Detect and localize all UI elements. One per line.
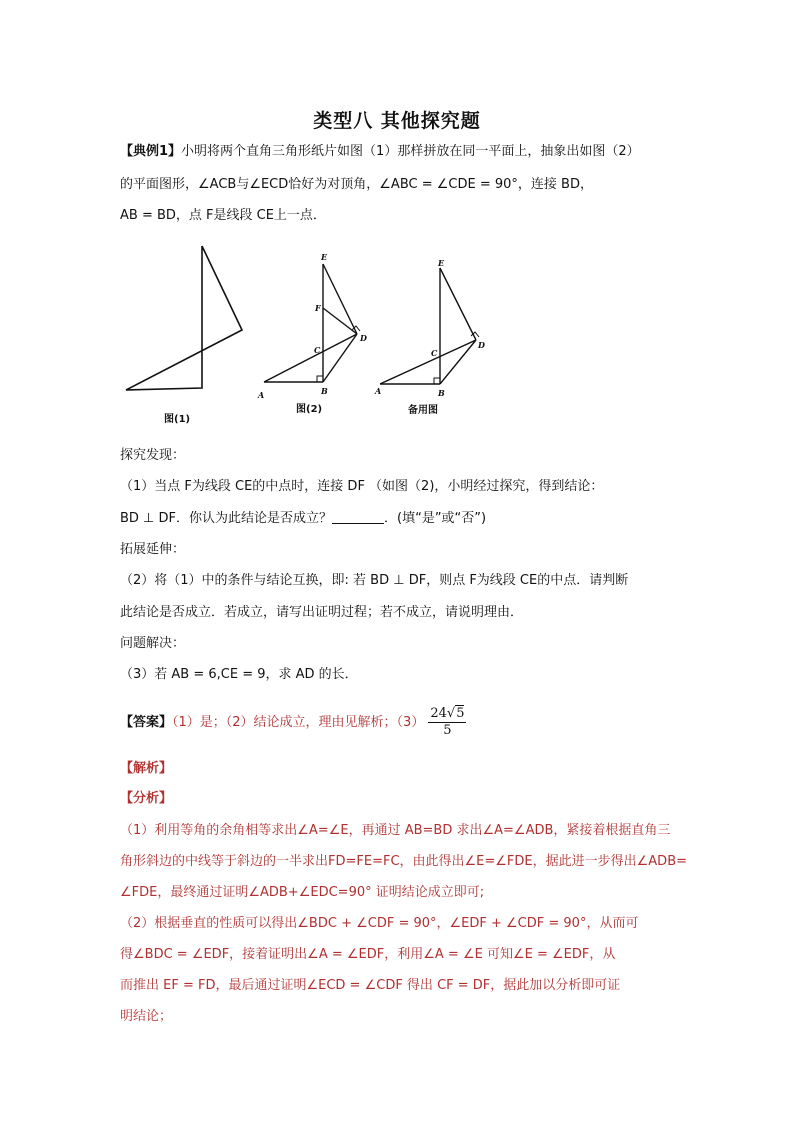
figure-2-segment-FD <box>323 308 357 334</box>
figure-3-right-angle-B <box>434 378 440 384</box>
example-line-1 <box>120 143 680 161</box>
figure-2 <box>264 264 360 382</box>
figure-3-label-C: C <box>431 348 438 358</box>
section-heading-extend: 拓展延伸： <box>120 542 186 557</box>
analysis-line-4: （2）根据垂直的性质可以得出∠BDC + ∠CDF = 90°，∠EDF + ∠CDF = 90°，从而可 <box>120 916 639 931</box>
example-line-2: 的平面图形，∠ACB与∠ECD恰好为对顶角，∠ABC = ∠CDE = 90°，连接 BD， <box>120 177 593 192</box>
figure-1 <box>126 246 242 390</box>
figure-3-caption: 备用图 <box>408 405 438 416</box>
figure-2-right-angle-B <box>317 376 323 382</box>
answer-text: （1）是；（2）结论成立，理由见解析；（3） <box>172 715 425 730</box>
figure-2-segment-BD <box>323 334 357 382</box>
answer-blank <box>332 511 384 524</box>
figure-3-label-A: A <box>375 386 382 396</box>
question-1-statement: BD ⊥ DF．你认为此结论是否成立？ <box>120 511 333 526</box>
figure-3-segment-BD <box>440 340 476 384</box>
analysis-line-2: 角形斜边的中线等于斜边的一半求出FD=FE=FC，由此得出∠E=∠FDE，据此进一步得出∠ADB= <box>120 854 688 869</box>
answer-fraction <box>428 706 466 739</box>
figure-2-label-B: B <box>321 386 328 396</box>
analysis-line-5: 得∠BDC = ∠EDF，接着证明出∠A = ∠EDF，利用∠A = ∠E 可知∠E = ∠EDF，从 <box>120 947 616 962</box>
figure-2-label-A: A <box>258 390 265 400</box>
example-text-1: 小明将两个直角三角形纸片如图（1）那样拼放在同一平面上，抽象出如图（2） <box>181 144 640 159</box>
question-1-line-2 <box>120 510 680 528</box>
figure-3-label-B: B <box>438 388 445 398</box>
figure-group <box>118 238 498 428</box>
answer-fraction-numerator: 24√5 <box>430 706 465 721</box>
answer-numerator-radicand: 5 <box>456 706 465 721</box>
fenxi-tag: 【分析】 <box>120 791 173 806</box>
page-title: 类型八 其他探究题 <box>313 110 481 132</box>
figure-2-label-F: F <box>315 303 321 313</box>
geometry-figures <box>118 238 498 428</box>
question-2-line-1: （2）将（1）中的条件与结论互换，即: 若 BD ⊥ DF，则点 F为线段 CE的中点．请判断 <box>120 573 629 588</box>
answer-numerator-coefficient: 24 <box>430 706 447 721</box>
analysis-line-3: ∠FDE，最终通过证明∠ADB+∠EDC=90° 证明结论成立即可; <box>120 885 485 900</box>
figure-1-caption: 图(1) <box>164 414 191 425</box>
figure-3-label-D: D <box>478 340 485 350</box>
example-tag: 【典例1】 <box>120 144 182 159</box>
question-3-line: （3）若 AB = 6,CE = 9，求 AD 的长． <box>120 667 358 682</box>
analysis-line-7: 明结论； <box>120 1009 173 1024</box>
figure-2-label-C: C <box>314 345 321 355</box>
figure-2-segment-AD <box>264 334 357 382</box>
figure-3-segment-ED <box>440 268 476 340</box>
example-line-3: AB = BD，点 F是线段 CE上一点． <box>120 208 326 223</box>
section-heading-explore: 探究发现： <box>120 448 186 463</box>
analysis-line-6: 而推出 EF = FD，最后通过证明∠ECD = ∠CDF 得出 CF = DF，据此加以分析即可证 <box>120 978 621 993</box>
section-heading-solve: 问题解决： <box>120 636 186 651</box>
figure-1-triangles <box>126 246 242 390</box>
analysis-line-1: （1）利用等角的余角相等求出∠A=∠E，再通过 AB=BD 求出∠A=∠ADB，紧接着根据直角三 <box>120 823 671 838</box>
question-2-line-2: 此结论是否成立．若成立，请写出证明过程；若不成立，请说明理由． <box>120 605 524 620</box>
question-1-line-1: （1）当点 F为线段 CE的中点时，连接 DF （如图（2)，小明经过探究，得到结论： <box>120 479 604 494</box>
figure-2-label-E: E <box>321 252 328 262</box>
answer-tag: 【答案】 <box>120 715 173 730</box>
question-1-hint: ．(填“是”或“否”) <box>384 511 487 526</box>
figure-2-segment-ED <box>323 264 357 334</box>
figure-3-label-E: E <box>438 258 445 268</box>
figure-2-caption: 图(2) <box>296 404 323 415</box>
figure-3 <box>380 268 479 384</box>
jiexi-tag: 【解析】 <box>120 761 173 776</box>
figure-3-segment-AD <box>380 340 476 384</box>
answer-line <box>120 704 680 742</box>
answer-fraction-denominator: 5 <box>443 723 452 738</box>
figure-2-label-D: D <box>360 333 367 343</box>
